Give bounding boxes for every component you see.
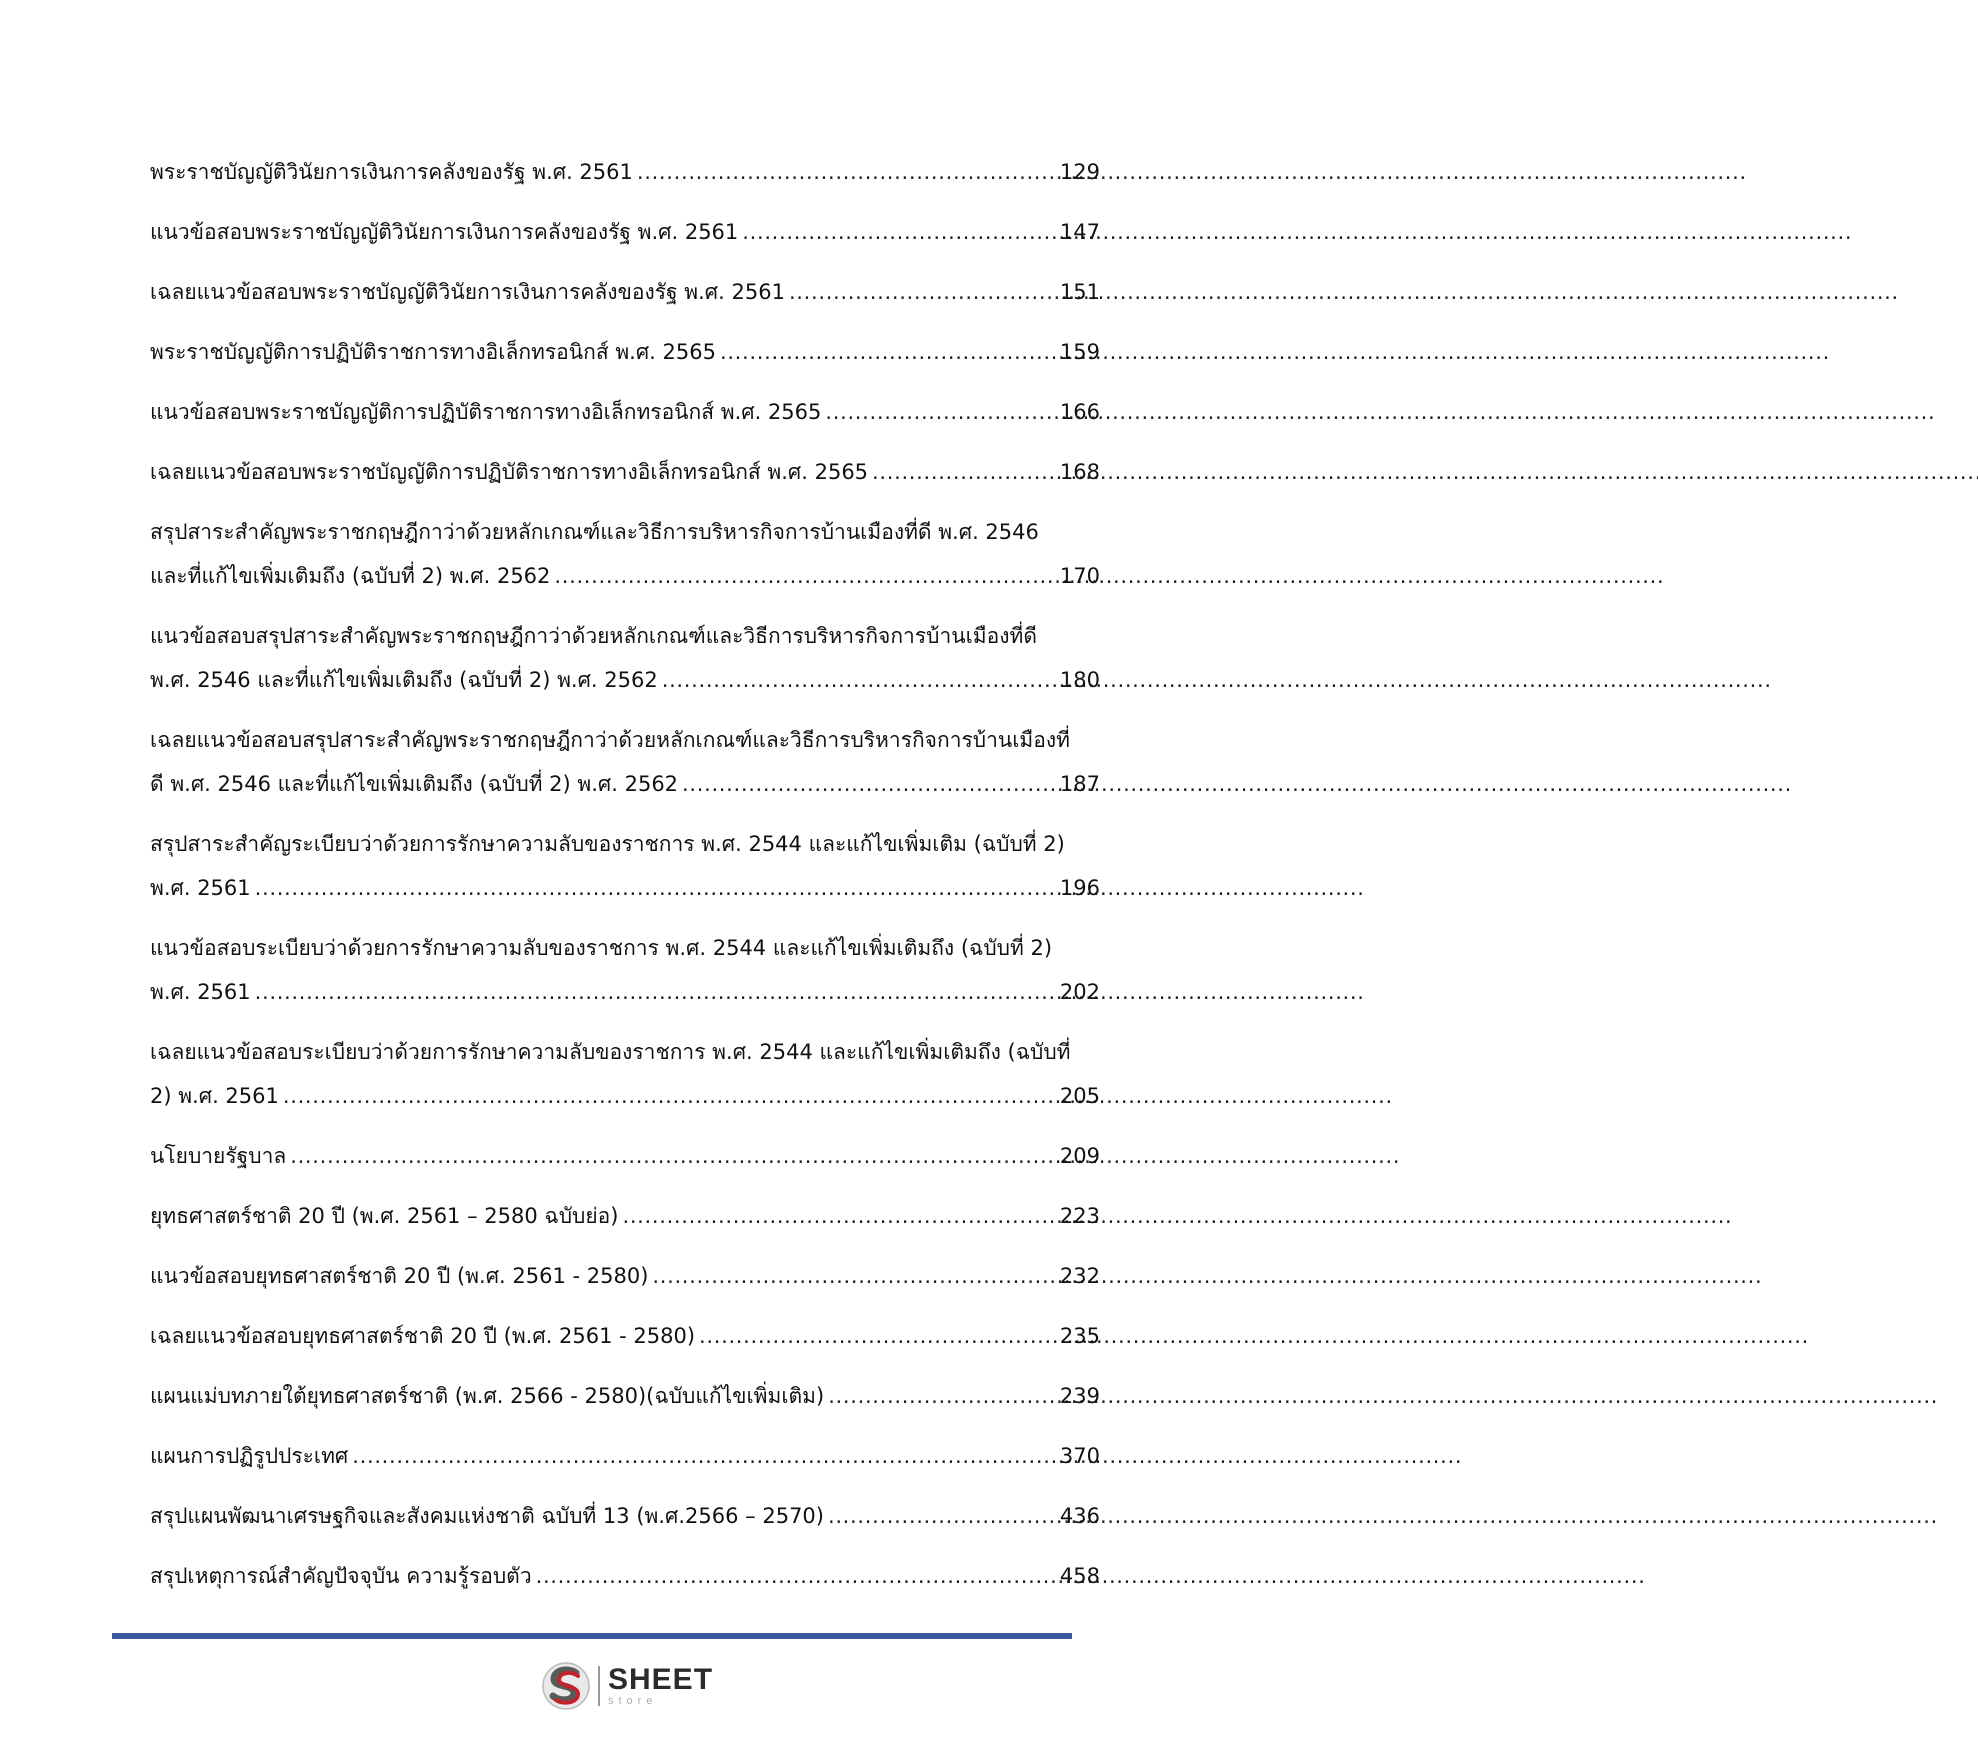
toc-page-number: 151 bbox=[1059, 280, 1100, 304]
toc-entry bbox=[150, 150, 1100, 194]
toc-page-number: 436 bbox=[1059, 1504, 1100, 1528]
toc-entry bbox=[150, 1554, 1100, 1598]
toc-dot-leader bbox=[682, 762, 1056, 806]
toc-entry-row bbox=[150, 1374, 1100, 1418]
toc-entry bbox=[150, 1254, 1100, 1298]
toc-entry-title: พระราชบัญญัติวินัยการเงินการคลังของรัฐ พ.ศ. 2561 bbox=[150, 160, 633, 184]
toc-entry-title-line1: เฉลยแนวข้อสอบสรุปสาระสำคัญพระราชกฤษฎีกาว่าด้วยหลักเกณฑ์และวิธีการบริหารกิจการบ้านเมืองที่ bbox=[150, 728, 1070, 752]
toc-page-number: 223 bbox=[1059, 1204, 1100, 1228]
toc-entry bbox=[150, 822, 1100, 910]
toc-entry-title: พ.ศ. 2561 bbox=[150, 876, 251, 900]
toc-entry-row bbox=[150, 658, 1100, 702]
toc-entry-title: พ.ศ. 2561 bbox=[150, 980, 251, 1004]
logo-divider bbox=[598, 1666, 600, 1706]
toc-page-number: 202 bbox=[1059, 980, 1100, 1004]
toc-entry-row bbox=[150, 554, 1100, 598]
toc-dot-leader bbox=[720, 330, 1056, 374]
toc-entry-title: เฉลยแนวข้อสอบพระราชบัญญัติวินัยการเงินการคลังของรัฐ พ.ศ. 2561 bbox=[150, 280, 785, 304]
toc-entry-title: แผนการปฏิรูปประเทศ bbox=[150, 1444, 349, 1468]
toc-dot-leader bbox=[283, 1074, 1056, 1118]
toc-dot-leader bbox=[652, 1254, 1056, 1298]
toc-dot-leader bbox=[536, 1554, 1056, 1598]
toc-entry-row bbox=[150, 270, 1100, 314]
toc-page-number: 187 bbox=[1059, 772, 1100, 796]
toc-entry-row bbox=[150, 450, 1100, 494]
logo-word: SHEET bbox=[608, 1663, 714, 1696]
toc-entry-title: แผนแม่บทภายใต้ยุทธศาสตร์ชาติ (พ.ศ. 2566 - 2580)(ฉบับแก้ไขเพิ่มเติม) bbox=[150, 1384, 825, 1408]
toc-entry-row bbox=[150, 1074, 1100, 1118]
toc-dot-leader bbox=[872, 450, 1056, 494]
table-of-contents bbox=[150, 150, 1100, 1614]
toc-entry bbox=[150, 1434, 1100, 1478]
toc-entry-title-line1: สรุปสาระสำคัญพระราชกฤษฎีกาว่าด้วยหลักเกณฑ์และวิธีการบริหารกิจการบ้านเมืองที่ดี พ.ศ. 2546 bbox=[150, 520, 1039, 544]
logo-wordmark bbox=[608, 1665, 713, 1707]
toc-dot-leader bbox=[622, 1194, 1055, 1238]
toc-dot-leader bbox=[825, 390, 1056, 434]
toc-page-number: 166 bbox=[1059, 400, 1100, 424]
logo-subword: store bbox=[608, 1695, 658, 1707]
toc-page-number: 370 bbox=[1059, 1444, 1100, 1468]
toc-entry bbox=[150, 450, 1100, 494]
toc-entry-title-line1: เฉลยแนวข้อสอบระเบียบว่าด้วยการรักษาความลับของราชการ พ.ศ. 2544 และแก้ไขเพิ่มเติมถึง (ฉบับที่ bbox=[150, 1040, 1071, 1064]
toc-dot-leader bbox=[255, 970, 1056, 1014]
toc-entry-row bbox=[150, 390, 1100, 434]
toc-entry bbox=[150, 718, 1100, 806]
toc-page-number: 180 bbox=[1059, 668, 1100, 692]
toc-dot-leader bbox=[828, 1374, 1056, 1418]
toc-entry bbox=[150, 270, 1100, 314]
toc-dot-leader bbox=[554, 554, 1056, 598]
toc-entry-title: ยุทธศาสตร์ชาติ 20 ปี (พ.ศ. 2561 – 2580 ฉบับย่อ) bbox=[150, 1204, 619, 1228]
toc-entry-title: พระราชบัญญัติการปฏิบัติราชการทางอิเล็กทรอนิกส์ พ.ศ. 2565 bbox=[150, 340, 716, 364]
toc-entry bbox=[150, 210, 1100, 254]
toc-entry-row bbox=[150, 1554, 1100, 1598]
toc-dot-leader bbox=[828, 1494, 1056, 1538]
toc-entry-title-line1: แนวข้อสอบสรุปสาระสำคัญพระราชกฤษฎีกาว่าด้วยหลักเกณฑ์และวิธีการบริหารกิจการบ้านเมืองที่ดี bbox=[150, 624, 1037, 648]
toc-page-number: 458 bbox=[1059, 1564, 1100, 1588]
toc-entry-title: แนวข้อสอบยุทธศาสตร์ชาติ 20 ปี (พ.ศ. 2561 - 2580) bbox=[150, 1264, 649, 1288]
toc-dot-leader bbox=[255, 866, 1056, 910]
toc-entry-title: เฉลยแนวข้อสอบพระราชบัญญัติการปฏิบัติราชการทางอิเล็กทรอนิกส์ พ.ศ. 2565 bbox=[150, 460, 869, 484]
toc-entry-title: เฉลยแนวข้อสอบยุทธศาสตร์ชาติ 20 ปี (พ.ศ. 2561 - 2580) bbox=[150, 1324, 696, 1348]
toc-entry-title-line1: สรุปสาระสำคัญระเบียบว่าด้วยการรักษาความลับของราชการ พ.ศ. 2544 และแก้ไขเพิ่มเติม (ฉบับที่ 2) bbox=[150, 832, 1065, 856]
toc-dot-leader bbox=[637, 150, 1056, 194]
toc-entry-title-line1: แนวข้อสอบระเบียบว่าด้วยการรักษาความลับของราชการ พ.ศ. 2544 และแก้ไขเพิ่มเติมถึง (ฉบับที่ 2) bbox=[150, 936, 1053, 960]
toc-page-number: 232 bbox=[1059, 1264, 1100, 1288]
toc-entry-title: และที่แก้ไขเพิ่มเติมถึง (ฉบับที่ 2) พ.ศ. 2562 bbox=[150, 564, 551, 588]
toc-entry-row bbox=[150, 1194, 1100, 1238]
toc-entry-title: ดี พ.ศ. 2546 และที่แก้ไขเพิ่มเติมถึง (ฉบับที่ 2) พ.ศ. 2562 bbox=[150, 772, 679, 796]
toc-page-number: 129 bbox=[1059, 160, 1100, 184]
toc-entry-row bbox=[150, 210, 1100, 254]
toc-entry bbox=[150, 390, 1100, 434]
toc-entry-title: นโยบายรัฐบาล bbox=[150, 1144, 287, 1168]
toc-entry bbox=[150, 1030, 1100, 1118]
toc-entry-title: สรุปเหตุการณ์สำคัญปัจจุบัน ความรู้รอบตัว bbox=[150, 1564, 532, 1588]
toc-dot-leader bbox=[789, 270, 1056, 314]
sheet-store-logo bbox=[540, 1658, 720, 1714]
toc-entry bbox=[150, 1194, 1100, 1238]
toc-page-number: 235 bbox=[1059, 1324, 1100, 1348]
toc-dot-leader bbox=[699, 1314, 1056, 1358]
toc-entry bbox=[150, 1374, 1100, 1418]
toc-entry-title: แนวข้อสอบพระราชบัญญัติวินัยการเงินการคลังของรัฐ พ.ศ. 2561 bbox=[150, 220, 739, 244]
toc-entry bbox=[150, 510, 1100, 598]
toc-entry-row bbox=[150, 1314, 1100, 1358]
toc-entry-row bbox=[150, 1494, 1100, 1538]
toc-entry bbox=[150, 614, 1100, 702]
toc-entry-row bbox=[150, 1134, 1100, 1178]
toc-page-number: 147 bbox=[1059, 220, 1100, 244]
toc-entry-title: 2) พ.ศ. 2561 bbox=[150, 1084, 279, 1108]
toc-page-number: 239 bbox=[1059, 1384, 1100, 1408]
toc-entry-title: พ.ศ. 2546 และที่แก้ไขเพิ่มเติมถึง (ฉบับที่ 2) พ.ศ. 2562 bbox=[150, 668, 658, 692]
toc-entry bbox=[150, 926, 1100, 1014]
toc-dot-leader bbox=[290, 1134, 1056, 1178]
toc-page-number: 205 bbox=[1059, 1084, 1100, 1108]
toc-entry-row bbox=[150, 866, 1100, 910]
toc-entry bbox=[150, 1134, 1100, 1178]
toc-entry-title: แนวข้อสอบพระราชบัญญัติการปฏิบัติราชการทางอิเล็กทรอนิกส์ พ.ศ. 2565 bbox=[150, 400, 822, 424]
toc-entry-row bbox=[150, 1434, 1100, 1478]
toc-dot-leader bbox=[742, 210, 1056, 254]
toc-entry bbox=[150, 1494, 1100, 1538]
toc-page-number: 168 bbox=[1059, 460, 1100, 484]
toc-entry-row bbox=[150, 330, 1100, 374]
footer-rule bbox=[112, 1633, 1072, 1639]
toc-entry-row bbox=[150, 762, 1100, 806]
toc-entry bbox=[150, 1314, 1100, 1358]
sheet-store-s-icon bbox=[540, 1660, 592, 1712]
toc-page-number: 196 bbox=[1059, 876, 1100, 900]
toc-dot-leader bbox=[662, 658, 1056, 702]
toc-page-number: 159 bbox=[1059, 340, 1100, 364]
toc-page-number: 209 bbox=[1059, 1144, 1100, 1168]
toc-entry-title: สรุปแผนพัฒนาเศรษฐกิจและสังคมแห่งชาติ ฉบับที่ 13 (พ.ศ.2566 – 2570) bbox=[150, 1504, 824, 1528]
toc-entry bbox=[150, 330, 1100, 374]
toc-entry-row bbox=[150, 150, 1100, 194]
toc-page-number: 170 bbox=[1059, 564, 1100, 588]
toc-entry-row bbox=[150, 1254, 1100, 1298]
toc-dot-leader bbox=[352, 1434, 1056, 1478]
toc-entry-row bbox=[150, 970, 1100, 1014]
